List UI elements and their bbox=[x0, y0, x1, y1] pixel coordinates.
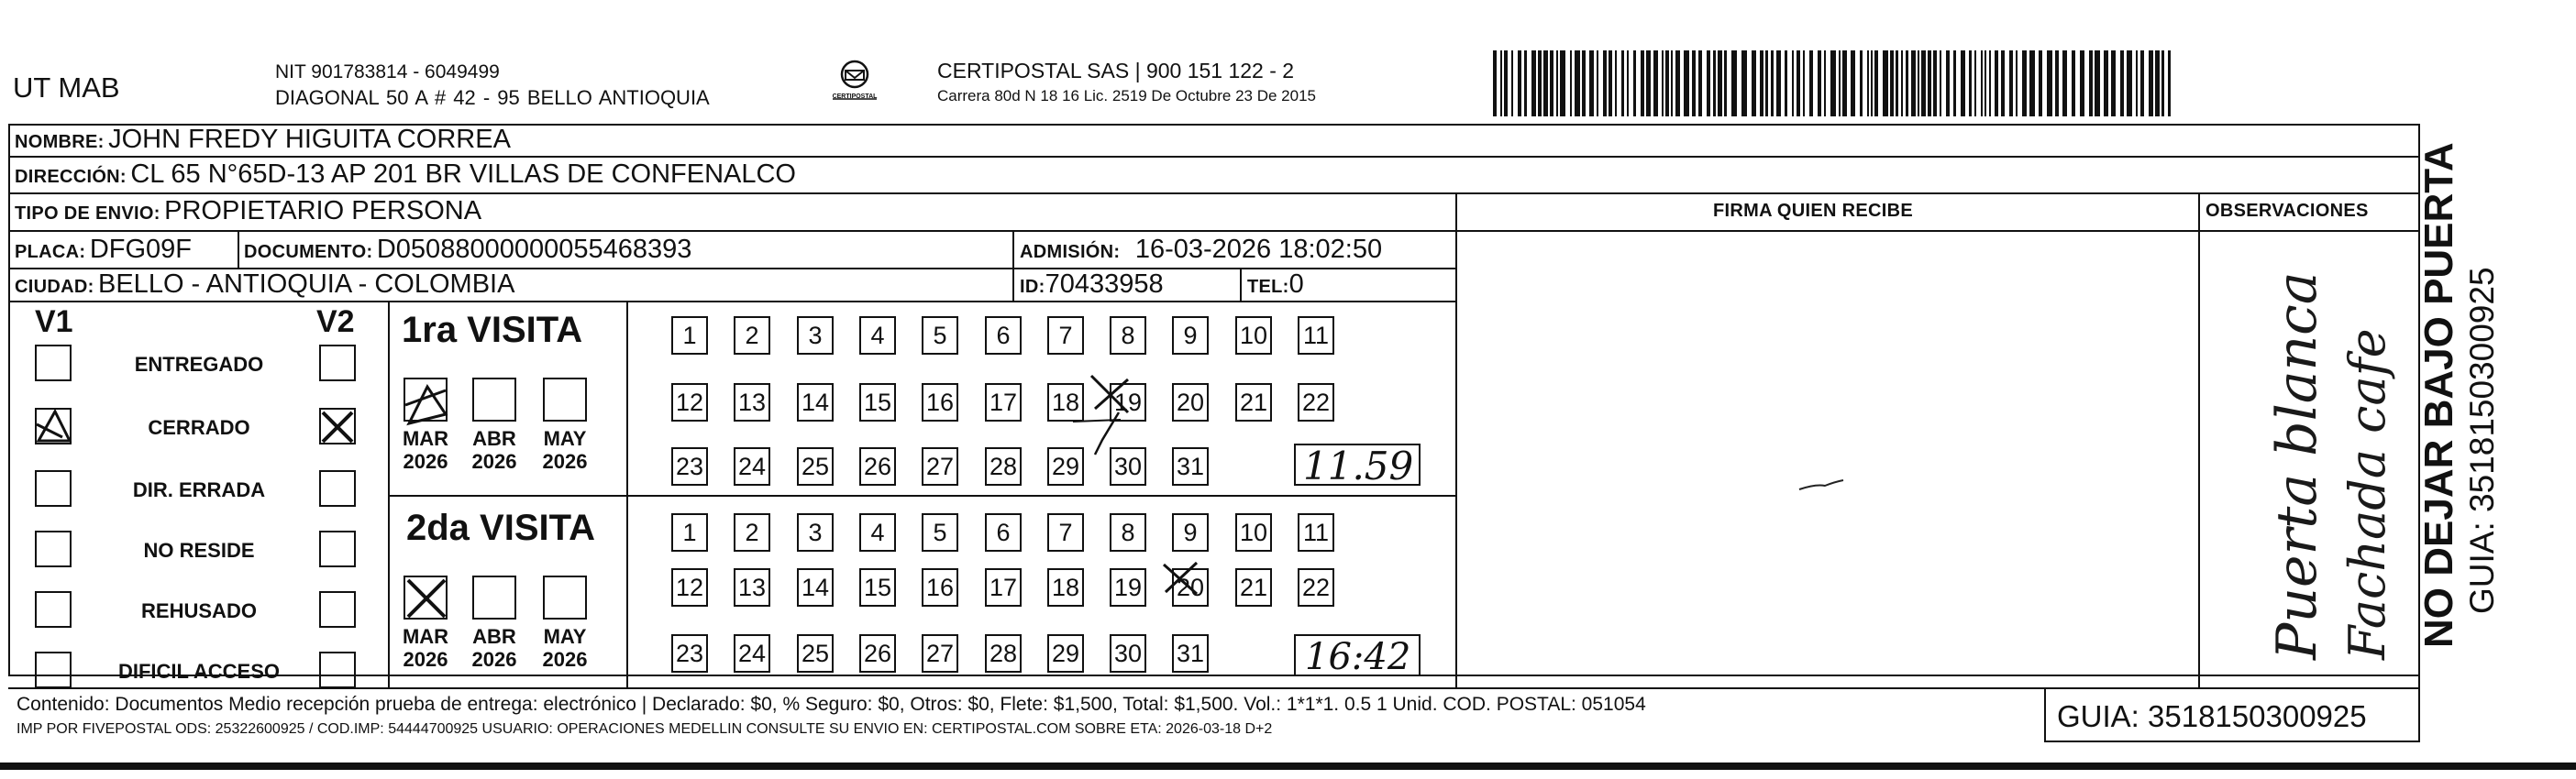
second-visit-day-24[interactable]: 24 bbox=[734, 634, 770, 673]
first-visit-month-abr-checkbox[interactable] bbox=[472, 378, 516, 422]
second-visit-day-28[interactable]: 28 bbox=[985, 634, 1022, 673]
footer-contents: Contenido: Documentos Medio recepción prueba de entrega: electrónico | Declarado: $0, % Seguro: $0, Otros: $0, Flete: $1,500, Total: $1,500. Vol.: 1*1*1. 0.5 1 Unid. COD. POSTAL: 051054 bbox=[17, 694, 1646, 715]
month-year: 2026 bbox=[403, 648, 448, 672]
second-visit-day-4[interactable]: 4 bbox=[859, 513, 896, 552]
observations-label: OBSERVACIONES bbox=[2206, 201, 2369, 221]
first-visit-time-box bbox=[1294, 444, 1421, 486]
recipient-address: CL 65 N°65D-13 AP 201 BR VILLAS DE CONFENALCO bbox=[130, 159, 796, 189]
plate-value: DFG09F bbox=[89, 235, 192, 264]
second-visit-label: 2da VISITA bbox=[406, 508, 595, 548]
second-visit-month-abr-label bbox=[462, 625, 526, 672]
first-visit-day-29[interactable]: 29 bbox=[1047, 447, 1084, 486]
second-visit-day-5[interactable]: 5 bbox=[922, 513, 958, 552]
first-visit-day-10[interactable]: 10 bbox=[1235, 316, 1272, 355]
second-visit-day-8[interactable]: 8 bbox=[1110, 513, 1146, 552]
first-visit-day-22[interactable]: 22 bbox=[1298, 383, 1334, 422]
admission-label: ADMISIÓN: bbox=[1020, 242, 1121, 262]
v1-checkbox-entregado[interactable] bbox=[35, 345, 72, 381]
day-mark-visit-2 bbox=[1160, 557, 1202, 599]
second-visit-day-2[interactable]: 2 bbox=[734, 513, 770, 552]
side-guia: GUIA: 3518150300925 bbox=[2463, 267, 2501, 614]
city-value: BELLO - ANTIOQUIA - COLOMBIA bbox=[98, 269, 515, 299]
carrier-name: CERTIPOSTAL SAS | 900 151 122 - 2 bbox=[937, 59, 1295, 82]
first-visit-time: 11.59 bbox=[1303, 444, 1414, 488]
first-visit-day-28[interactable]: 28 bbox=[985, 447, 1022, 486]
first-visit-day-30[interactable]: 30 bbox=[1110, 447, 1146, 486]
second-visit-day-20[interactable]: 20 bbox=[1172, 568, 1209, 607]
second-visit-day-15[interactable]: 15 bbox=[859, 568, 896, 607]
first-visit-day-15[interactable]: 15 bbox=[859, 383, 896, 422]
first-visit-day-8[interactable]: 8 bbox=[1110, 316, 1146, 355]
second-visit-month-mar-label bbox=[393, 625, 458, 672]
side-warning-title: NO DEJAR BAJO PUERTA bbox=[2416, 142, 2461, 648]
first-visit-day-20[interactable]: 20 bbox=[1172, 383, 1209, 422]
first-visit-day-4[interactable]: 4 bbox=[859, 316, 896, 355]
footer-guia-box bbox=[2044, 687, 2420, 742]
logo-text: CERTIPOSTAL bbox=[832, 93, 878, 100]
second-visit-day-23[interactable]: 23 bbox=[671, 634, 708, 673]
tel-label: TEL: bbox=[1247, 277, 1289, 297]
first-visit-day-12[interactable]: 12 bbox=[671, 383, 708, 422]
company-address: DIAGONAL 50 A # 42 - 95 BELLO ANTIOQUIA bbox=[275, 86, 710, 109]
first-visit-day-17[interactable]: 17 bbox=[985, 383, 1022, 422]
v2-checkbox-entregado[interactable] bbox=[319, 345, 356, 381]
v2-checkbox-dificil-acceso[interactable] bbox=[319, 652, 356, 688]
second-visit-day-26[interactable]: 26 bbox=[859, 634, 896, 673]
first-visit-day-2[interactable]: 2 bbox=[734, 316, 770, 355]
first-visit-day-7[interactable]: 7 bbox=[1047, 316, 1084, 355]
signature-scribble bbox=[1797, 477, 1852, 495]
first-visit-day-19[interactable]: 19 bbox=[1110, 383, 1146, 422]
first-visit-day-13[interactable]: 13 bbox=[734, 383, 770, 422]
footer-print-info: IMP POR FIVEPOSTAL ODS: 25322600925 / COD.IMP: 54444700925 USUARIO: OPERACIONES MEDELLIN CONSULTE SU ENVIO EN: CERTIPOSTAL.COM SOBRE ETA: 2026-03-18 D+2 bbox=[17, 721, 1273, 737]
status-label-no-reside: NO RESIDE bbox=[143, 539, 255, 562]
v2-checkbox-no-reside[interactable] bbox=[319, 531, 356, 567]
footer-guia: GUIA: 3518150300925 bbox=[2057, 699, 2367, 733]
id-label: ID: bbox=[1020, 277, 1045, 297]
second-visit-day-13[interactable]: 13 bbox=[734, 568, 770, 607]
v1-checkbox-dificil-acceso[interactable] bbox=[35, 652, 72, 688]
document-value: D05088000000055468393 bbox=[376, 235, 692, 264]
v2-checkbox-dir-errada[interactable] bbox=[319, 470, 356, 507]
address-label: DIRECCIÓN: bbox=[15, 167, 127, 187]
company-nit: NIT 901783814 - 6049499 bbox=[275, 61, 500, 82]
second-visit-day-11[interactable]: 11 bbox=[1298, 513, 1334, 552]
month-name: MAR bbox=[402, 427, 449, 450]
first-visit-day-25[interactable]: 25 bbox=[797, 447, 834, 486]
plate-label: PLACA: bbox=[15, 242, 86, 262]
first-visit-label: 1ra VISITA bbox=[402, 310, 583, 350]
first-visit-day-24[interactable]: 24 bbox=[734, 447, 770, 486]
first-visit-month-may-label bbox=[533, 427, 597, 474]
second-visit-day-22[interactable]: 22 bbox=[1298, 568, 1334, 607]
first-visit-day-9[interactable]: 9 bbox=[1172, 316, 1209, 355]
status-label-cerrado: CERRADO bbox=[148, 416, 250, 439]
v2-label: V2 bbox=[316, 304, 355, 339]
first-visit-day-27[interactable]: 27 bbox=[922, 447, 958, 486]
first-visit-day-31[interactable]: 31 bbox=[1172, 447, 1209, 486]
id-value: 70433958 bbox=[1045, 269, 1164, 299]
month-year: 2026 bbox=[471, 648, 517, 672]
second-visit-day-29[interactable]: 29 bbox=[1047, 634, 1084, 673]
second-visit-time: 16:42 bbox=[1305, 636, 1411, 678]
first-visit-day-3[interactable]: 3 bbox=[797, 316, 834, 355]
second-visit-day-27[interactable]: 27 bbox=[922, 634, 958, 673]
status-label-entregado: ENTREGADO bbox=[134, 353, 264, 376]
v2-x-mark bbox=[319, 409, 356, 445]
second-visit-day-31[interactable]: 31 bbox=[1172, 634, 1209, 673]
second-visit-day-9[interactable]: 9 bbox=[1172, 513, 1209, 552]
first-visit-day-21[interactable]: 21 bbox=[1235, 383, 1272, 422]
second-visit-day-12[interactable]: 12 bbox=[671, 568, 708, 607]
recipient-name: JOHN FREDY HIGUITA CORREA bbox=[108, 125, 511, 154]
carrier-address: Carrera 80d N 18 16 Lic. 2519 De Octubre 23 De 2015 bbox=[937, 87, 1316, 104]
second-visit-day-30[interactable]: 30 bbox=[1110, 634, 1146, 673]
first-visit-day-1[interactable]: 1 bbox=[671, 316, 708, 355]
v2-checkbox-rehusado[interactable] bbox=[319, 591, 356, 628]
v1-checkbox-rehusado[interactable] bbox=[35, 591, 72, 628]
second-visit-day-6[interactable]: 6 bbox=[985, 513, 1022, 552]
certipostal-logo bbox=[827, 59, 882, 106]
status-label-rehusado: REHUSADO bbox=[141, 599, 257, 622]
month-year: 2026 bbox=[542, 648, 588, 672]
day-mark-visit-1 bbox=[1055, 367, 1146, 477]
second-visit-day-7[interactable]: 7 bbox=[1047, 513, 1084, 552]
admission-value: 16-03-2026 18:02:50 bbox=[1134, 235, 1383, 264]
second-visit-month-may-label bbox=[533, 625, 597, 672]
observation-note-2: Fachada cafe bbox=[2338, 328, 2396, 660]
second-visit-month-abr-checkbox[interactable] bbox=[472, 576, 516, 620]
first-visit-day-6[interactable]: 6 bbox=[985, 316, 1022, 355]
first-visit-month-may-checkbox[interactable] bbox=[543, 378, 587, 422]
month-year: 2026 bbox=[403, 450, 448, 474]
first-visit-day-26[interactable]: 26 bbox=[859, 447, 896, 486]
month-year: 2026 bbox=[471, 450, 517, 474]
month-year: 2026 bbox=[542, 450, 588, 474]
company-name: UT MAB bbox=[13, 71, 120, 104]
second-visit-day-25[interactable]: 25 bbox=[797, 634, 834, 673]
month-name: ABR bbox=[472, 427, 516, 450]
v1-checkbox-dir-errada[interactable] bbox=[35, 470, 72, 507]
second-visit-day-14[interactable]: 14 bbox=[797, 568, 834, 607]
name-label: NOMBRE: bbox=[15, 132, 105, 152]
first-visit-day-14[interactable]: 14 bbox=[797, 383, 834, 422]
signature-label: FIRMA QUIEN RECIBE bbox=[1713, 201, 1913, 221]
second-visit-day-19[interactable]: 19 bbox=[1110, 568, 1146, 607]
second-visit-time-box bbox=[1294, 634, 1421, 676]
first-visit-month-abr-label bbox=[462, 427, 526, 474]
city-label: CIUDAD: bbox=[15, 277, 94, 297]
shipment-type: PROPIETARIO PERSONA bbox=[164, 196, 482, 225]
first-visit-day-5[interactable]: 5 bbox=[922, 316, 958, 355]
month-name: MAY bbox=[543, 625, 587, 648]
document-label: DOCUMENTO: bbox=[244, 242, 373, 262]
barcode bbox=[1493, 50, 2177, 116]
first-visit-day-23[interactable]: 23 bbox=[671, 447, 708, 486]
month-name: ABR bbox=[472, 625, 516, 648]
second-visit-day-10[interactable]: 10 bbox=[1235, 513, 1272, 552]
first-visit-month-mar-label bbox=[393, 427, 458, 474]
v1-checkbox-no-reside[interactable] bbox=[35, 531, 72, 567]
second-visit-month-may-checkbox[interactable] bbox=[543, 576, 587, 620]
month-name: MAY bbox=[543, 427, 587, 450]
second-visit-day-16[interactable]: 16 bbox=[922, 568, 958, 607]
first-visit-day-11[interactable]: 11 bbox=[1298, 316, 1334, 355]
bottom-border bbox=[0, 763, 2576, 770]
status-label-dificil-acceso: DIFICIL ACCESO bbox=[117, 660, 280, 683]
second-visit-day-17[interactable]: 17 bbox=[985, 568, 1022, 607]
observation-note-1: Puerta blanca bbox=[2265, 271, 2329, 660]
second-visit-day-3[interactable]: 3 bbox=[797, 513, 834, 552]
first-visit-day-18[interactable]: 18 bbox=[1047, 383, 1084, 422]
tel-value: 0 bbox=[1288, 269, 1304, 299]
month-mar-x-2 bbox=[404, 576, 449, 621]
second-visit-day-21[interactable]: 21 bbox=[1235, 568, 1272, 607]
v1-check-mark bbox=[35, 406, 75, 446]
first-visit-day-16[interactable]: 16 bbox=[922, 383, 958, 422]
v1-label: V1 bbox=[35, 304, 73, 339]
month-mar-check-1 bbox=[404, 378, 455, 429]
second-visit-day-1[interactable]: 1 bbox=[671, 513, 708, 552]
status-label-dir-errada: DIR. ERRADA bbox=[132, 478, 266, 501]
type-label: TIPO DE ENVIO: bbox=[15, 203, 160, 224]
month-name: MAR bbox=[402, 625, 449, 648]
second-visit-day-18[interactable]: 18 bbox=[1047, 568, 1084, 607]
